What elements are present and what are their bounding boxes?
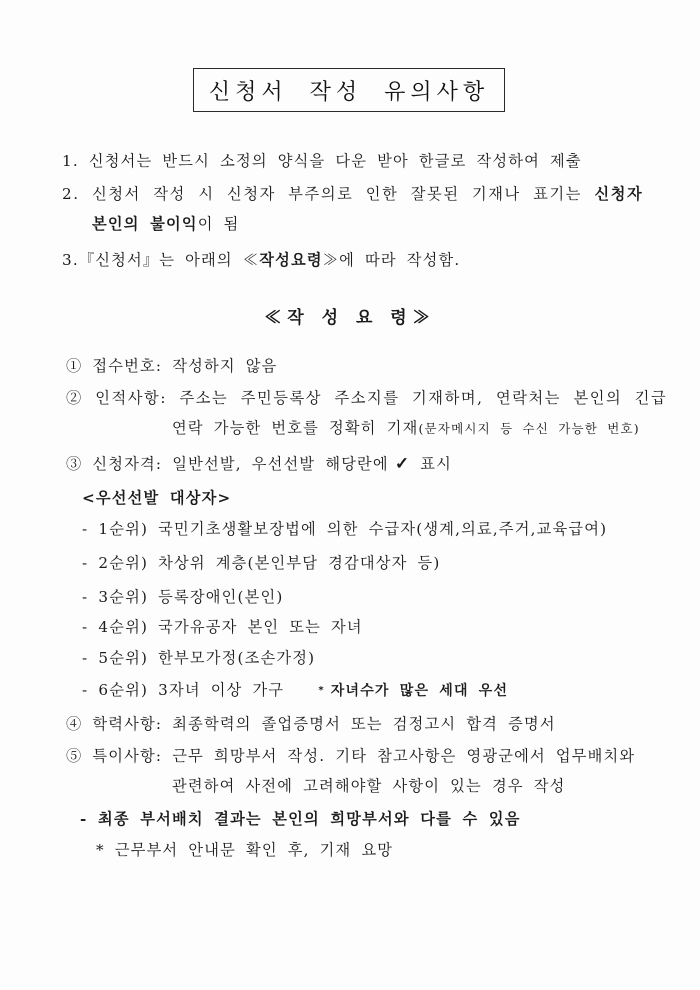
- priority-item: [82, 617, 363, 637]
- priority-text: 국가유공자 본인 또는 자녀: [158, 618, 363, 636]
- guide-label: 인적사항:: [95, 389, 168, 407]
- note-1: [62, 151, 582, 171]
- note-text: 『신청서』는 아래의 ≪: [78, 251, 260, 269]
- guide-text: 근무 희망부서 작성. 기타 참고사항은 영광군에서 업무배치와: [172, 747, 636, 765]
- guide-text: 일반선발, 우선선발 해당란에: [172, 455, 389, 473]
- note-text: 신청서 작성 시 신청자 부주의로 인한 잘못된 기재나 표기는: [92, 185, 595, 203]
- guide-item-5: [66, 746, 635, 766]
- priority-text: 차상위 계층(본인부담 경감대상자 등): [158, 554, 441, 572]
- note-emphasis: 작성요령: [259, 251, 323, 269]
- priority-item: [82, 648, 315, 668]
- guide-text: 최종학력의 졸업증명서 또는 검정고시 합격 증명서: [172, 715, 556, 733]
- priority-rank: - 6순위): [82, 681, 149, 699]
- circled-number: ⑤: [66, 747, 83, 765]
- priority-rank: - 4순위): [82, 618, 149, 636]
- guide-text: 표시: [420, 455, 453, 473]
- guide-text: 관련하여 사전에 고려해야할 사항이 있는 경우 작성: [172, 777, 566, 795]
- asterisk-icon: *: [318, 685, 325, 696]
- circled-number: ①: [66, 357, 83, 375]
- final-sub-note: * 근무부서 안내문 확인 후, 기재 요망: [96, 841, 394, 859]
- priority-rank: - 5순위): [82, 649, 149, 667]
- guide-text: 작성하지 않음: [172, 357, 278, 375]
- priority-text: 3자녀 이상 가구: [158, 681, 285, 699]
- guide-text-small: (문자메시지 등 수신 가능한 번호): [418, 421, 640, 436]
- guide-heading: ≪작 성 요 령≫: [264, 308, 436, 328]
- guide-label: 접수번호:: [92, 357, 163, 375]
- note-2-continued: [92, 214, 240, 234]
- priority-item: [82, 587, 283, 607]
- priority-rank: - 3순위): [82, 588, 149, 606]
- note-2: [62, 184, 643, 204]
- priority-text: 한부모가정(조손가정): [158, 649, 316, 667]
- guide-label: 특이사항:: [92, 747, 163, 765]
- priority-rank: - 1순위): [82, 520, 149, 538]
- note-text: ≫에 따라 작성함.: [322, 251, 461, 269]
- note-number: 2.: [62, 185, 80, 203]
- guide-label: 신청자격:: [92, 455, 163, 473]
- page-title: 신청서 작성 유의사항: [208, 79, 490, 105]
- checkmark-icon: ✓: [394, 454, 411, 474]
- guide-item-3: [66, 454, 452, 474]
- title-box: [193, 68, 505, 112]
- note-text: 이 됨: [197, 215, 240, 233]
- guide-item-4: [66, 714, 556, 734]
- guide-label: 학력사항:: [92, 715, 163, 733]
- priority-note-text: 자녀수가 많은 세대 우선: [330, 683, 509, 699]
- priority-heading: <우선선발 대상자>: [82, 489, 232, 507]
- note-text: 신청서는 반드시 소정의 양식을 다운 받아 한글로 작성하여 제출: [88, 152, 582, 170]
- guide-item-1: [66, 356, 278, 376]
- circled-number: ②: [66, 389, 83, 407]
- priority-text: 등록장애인(본인): [158, 588, 284, 606]
- circled-number: ③: [66, 455, 83, 473]
- priority-text: 국민기초생활보장법에 의한 수급자(생계,의료,주거,교육급여): [158, 520, 608, 538]
- note-number: 3.: [62, 251, 79, 269]
- priority-item: [82, 553, 441, 573]
- priority-item: [82, 680, 508, 701]
- final-note: - 최종 부서배치 결과는 본인의 희망부서와 다를 수 있음: [80, 810, 521, 828]
- note-number: 1.: [62, 152, 79, 170]
- note-3: [62, 250, 460, 270]
- priority-item: [82, 519, 607, 539]
- guide-item-5-continued: [172, 776, 565, 796]
- guide-item-2: [66, 388, 667, 408]
- guide-item-2-continued: [172, 418, 640, 439]
- circled-number: ④: [66, 715, 83, 733]
- priority-rank: - 2순위): [82, 554, 149, 572]
- guide-text: 주소는 주민등록상 주소지를 기재하며, 연락처는 본인의 긴급: [179, 389, 668, 407]
- priority-note: [318, 683, 508, 699]
- note-emphasis: 신청자: [594, 185, 644, 203]
- note-emphasis: 본인의 불이익: [92, 215, 198, 233]
- guide-text: 연락 가능한 번호를 정확히 기재: [172, 419, 419, 437]
